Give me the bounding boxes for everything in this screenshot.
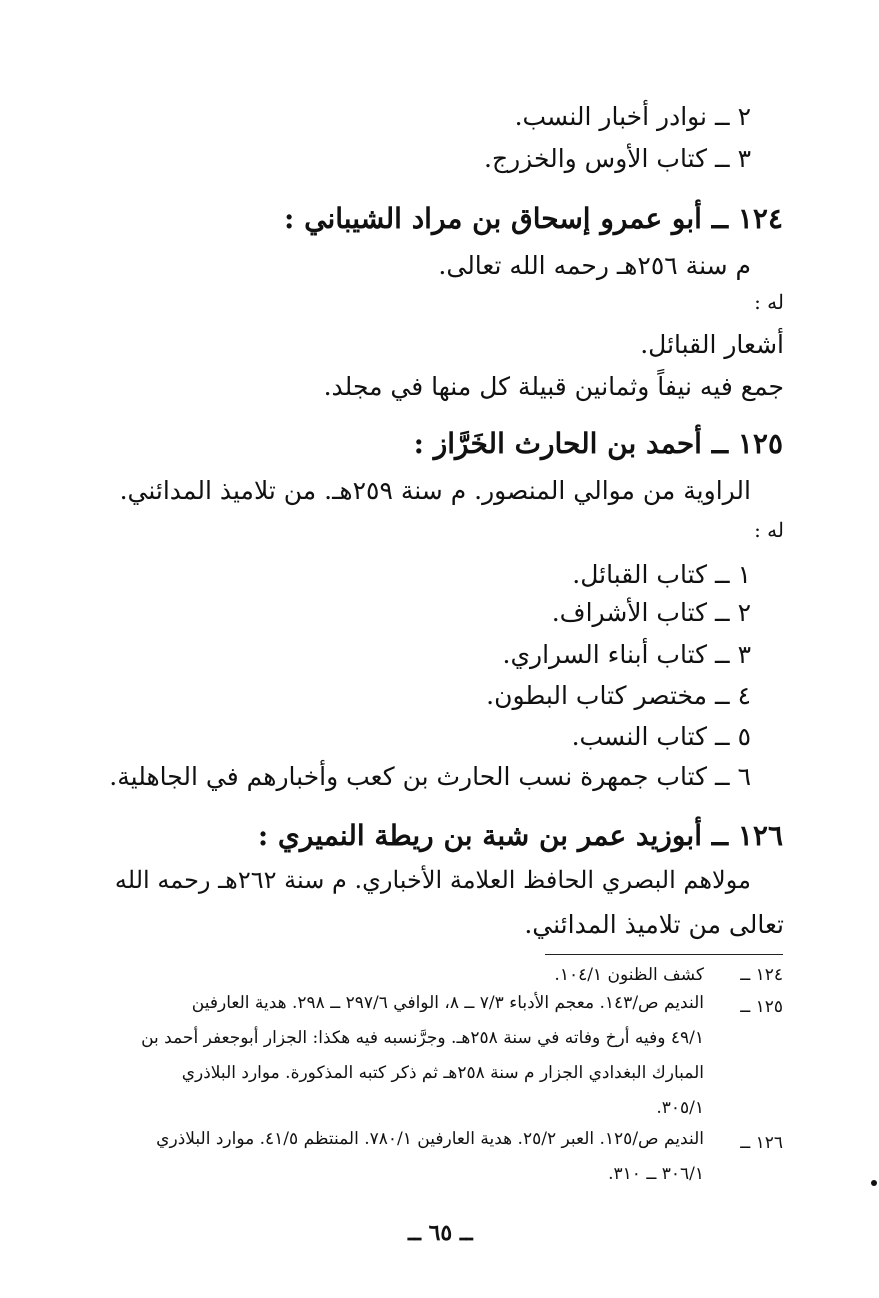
entry-124-death: م سنة ٢٥٦هـ رحمه الله تعالى. (438, 251, 751, 280)
entry-125-lahu: له : (754, 518, 784, 542)
entry-126-bio-line-2: تعالى من تلاميذ المدائني. (524, 910, 784, 939)
footnote-125-line-3: المبارك البغدادي الجزار م سنة ٢٥٨هـ ثم ذكر كتبه المذكورة. موارد البلاذري (181, 1063, 704, 1083)
entry-125-heading: ١٢٥ ــ أحمد بن الحارث الخَرَّاز : (413, 427, 783, 460)
entry-126-bio-line-1: مولاهم البصري الحافظ العلامة الأخباري. م سنة ٢٦٢هـ رحمه الله (114, 866, 751, 894)
footnote-separator (545, 954, 783, 955)
footnote-125-number: ١٢٥ ــ (740, 997, 783, 1017)
top-list-item-2: ٢ ــ نوادر أخبار النسب. (514, 102, 751, 131)
footnote-125-line-4: ٣٠٥/١. (656, 1098, 704, 1118)
entry-125-work-6: ٦ ــ كتاب جمهرة نسب الحارث بن كعب وأخبارهم في الجاهلية. (109, 762, 751, 791)
footnote-124-line-1: كشف الظنون ١٠٤/١. (554, 965, 704, 985)
footnote-125-line-1: النديم ص/١٤٣. معجم الأدباء ٧/٣ ــ ٨، الوافي ٢٩٧/٦ ــ ٢٩٨. هدية العارفين (191, 993, 704, 1013)
entry-125-work-1: ١ ــ كتاب القبائل. (572, 560, 751, 589)
footnote-126-line-1: النديم ص/١٢٥. العبر ٢٥/٢. هدية العارفين ٧٨٠/١. المنتظم ٤١/٥. موارد البلاذري (156, 1129, 704, 1149)
entry-125-work-4: ٤ ــ مختصر كتاب البطون. (486, 681, 751, 710)
entry-124-heading: ١٢٤ ــ أبو عمرو إسحاق بن مراد الشيباني : (284, 202, 783, 235)
entry-126-heading: ١٢٦ ــ أبوزيد عمر بن شبة بن ريطة النميري : (257, 819, 783, 852)
footnote-126-line-2: ٣٠٦/١ ــ ٣١٠. (608, 1164, 704, 1184)
entry-124-book: أشعار القبائل. (640, 330, 784, 359)
entry-125-work-3: ٣ ــ كتاب أبناء السراري. (502, 640, 751, 669)
entry-125-work-2: ٢ ــ كتاب الأشراف. (551, 598, 751, 627)
entry-124-lahu: له : (754, 290, 784, 314)
footnote-124-number: ١٢٤ ــ (740, 965, 783, 985)
scan-mark (871, 1180, 877, 1186)
footnote-126-number: ١٢٦ ــ (740, 1133, 783, 1153)
entry-124-book-desc: جمع فيه نيفاً وثمانين قبيلة كل منها في مجلد. (323, 372, 784, 401)
page-number: ــ ٦٥ ــ (408, 1220, 473, 1246)
entry-125-work-5: ٥ ــ كتاب النسب. (571, 722, 751, 751)
top-list-item-3: ٣ ــ كتاب الأوس والخزرج. (484, 144, 751, 173)
footnote-125-line-2: ٤٩/١ وفيه أرخ وفاته في سنة ٢٥٨هـ. وجرَّنسبه فيه هكذا: الجزار أبوجعفر أحمد بن (141, 1028, 704, 1048)
entry-125-bio: الراوية من موالي المنصور. م سنة ٢٥٩هـ. من تلاميذ المدائني. (119, 476, 751, 505)
